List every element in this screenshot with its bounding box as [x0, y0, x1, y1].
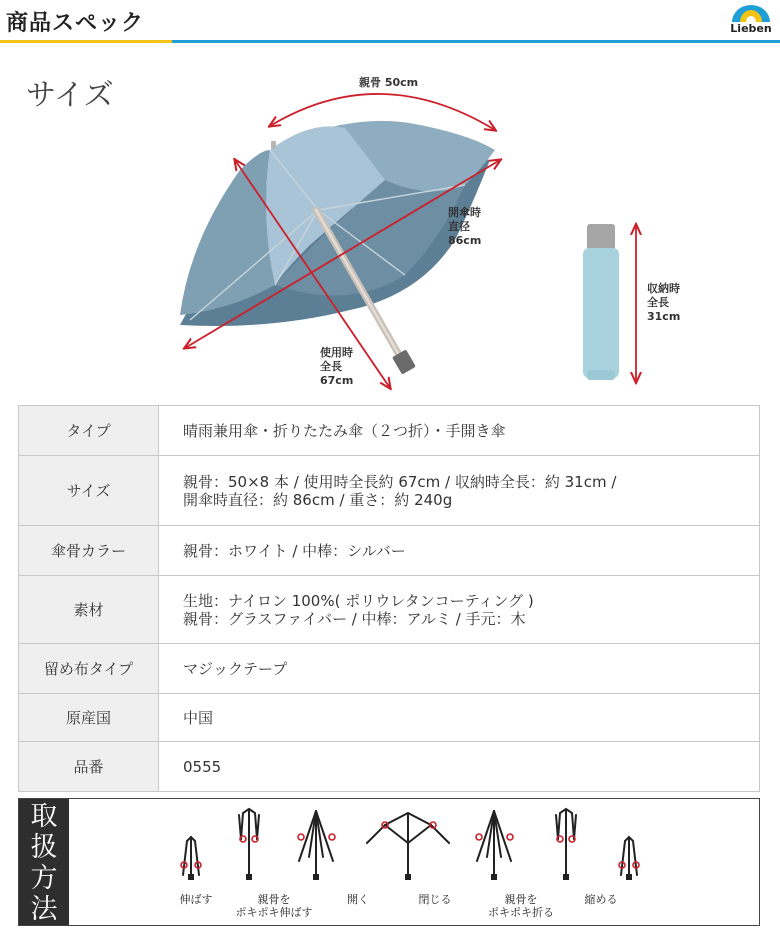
spec-row-strap-type [19, 644, 760, 694]
handling-diagram [71, 799, 759, 925]
header-accent-yellow [0, 40, 172, 43]
header-accent-blue [172, 40, 780, 43]
folded-length-label: 収納時 全長 31cm [647, 282, 681, 323]
step-open-icon [298, 811, 335, 877]
spec-value: 晴雨兼用傘・折りたたみ傘（２つ折）・手開き傘 [159, 406, 760, 456]
handling-section [18, 798, 760, 926]
spec-row-origin [19, 694, 760, 742]
usage-length-label: 使用時 全長 67cm [320, 346, 354, 387]
size-heading: サイズ [26, 78, 114, 113]
spec-row-material [19, 576, 760, 644]
spec-key: 素材 [19, 576, 159, 644]
spec-value: マジックテープ [159, 644, 760, 694]
handling-steps [71, 799, 759, 925]
step-label: 親骨を ポキポキ伸ばす [235, 893, 313, 919]
handling-title: 取 扱 方 法 [19, 799, 69, 925]
folded-umbrella-body [583, 248, 619, 378]
spec-value: 0555 [159, 742, 760, 792]
open-diameter-label: 開傘時 直径 86cm [448, 206, 482, 247]
canopy-left-panel [180, 150, 275, 315]
step-close-icon [367, 813, 449, 877]
spec-value: 生地：ナイロン 100%( ポリウレタンコーティング ) 親骨：グラスファイバー / 中棒：アルミ / 手元：木 [159, 576, 760, 644]
spec-key: 留め布タイプ [19, 644, 159, 694]
spec-row-type [19, 406, 760, 456]
spec-key: タイプ [19, 406, 159, 456]
step-close2-icon [476, 811, 513, 877]
spec-key: 品番 [19, 742, 159, 792]
spec-value: 親骨：ホワイト / 中棒：シルバー [159, 526, 760, 576]
step-label: 縮める [584, 893, 618, 906]
step-extend-ribs-icon [239, 809, 259, 877]
rib-length-label: 親骨 50cm [359, 76, 419, 89]
folded-umbrella-cap [587, 224, 615, 250]
spec-key: 傘骨カラー [19, 526, 159, 576]
step-fold-ribs-icon [556, 809, 576, 877]
step-shorten-icon [619, 837, 639, 875]
size-illustration [170, 70, 710, 400]
spec-row-product-number [19, 742, 760, 792]
spec-row-size [19, 456, 760, 526]
step-label: 開く [347, 893, 369, 906]
logo-text: Lieben [730, 22, 772, 35]
spec-value: 中国 [159, 694, 760, 742]
umbrella-diagram [170, 70, 710, 400]
step-label: 閉じる [418, 893, 452, 906]
brand-logo [726, 2, 776, 38]
spec-key: 原産国 [19, 694, 159, 742]
spec-row-frame-color [19, 526, 760, 576]
step-label: 伸ばす [179, 893, 213, 906]
page-title: 商品スペック [6, 11, 145, 36]
spec-table [18, 405, 760, 792]
step-extend-icon [181, 837, 201, 875]
spec-value: 親骨：50×8 本 / 使用時全長約 67cm / 収納時全長：約 31cm / 開傘時直径：約 86cm / 重さ：約 240g [159, 456, 760, 526]
spec-key: サイズ [19, 456, 159, 526]
page-header [0, 0, 780, 44]
step-label: 親骨を ポキポキ折る [488, 893, 554, 919]
